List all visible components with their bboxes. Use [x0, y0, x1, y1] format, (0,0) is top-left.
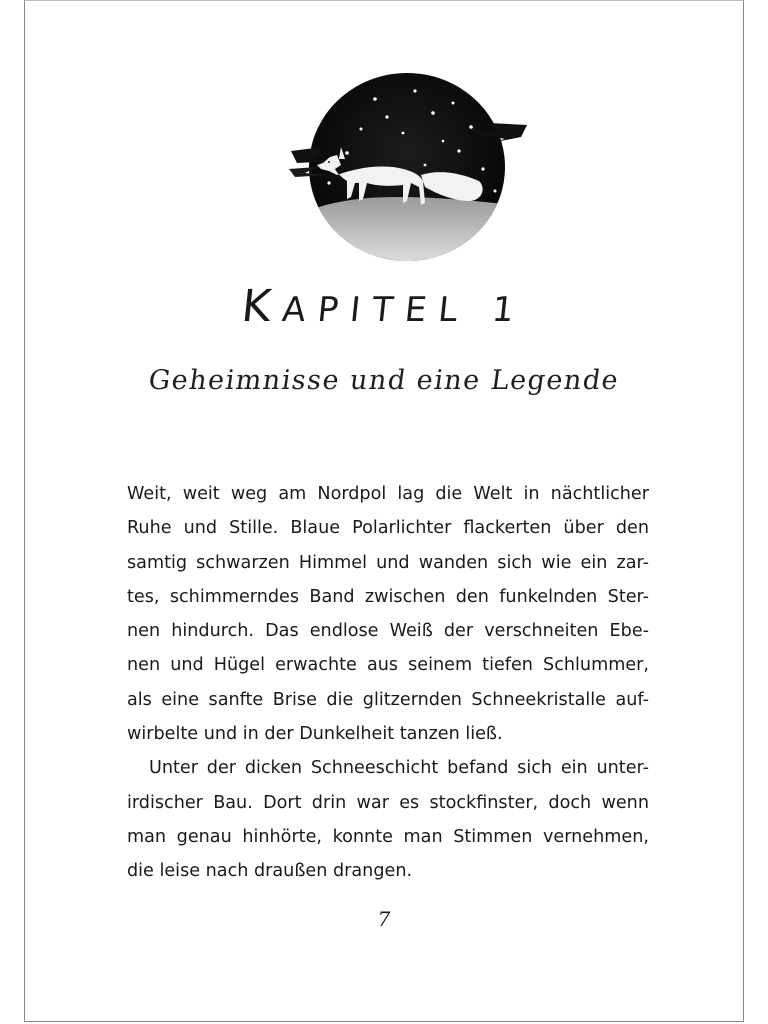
arctic-fox-night-illustration: [283, 73, 535, 269]
text-line: man genau hinhörte, konnte man Stimmen vernehmen,: [127, 826, 649, 847]
text-line: samtig schwarzen Himmel und wanden sich wie ein zar-: [127, 552, 649, 573]
text-line: als eine sanfte Brise die glitzernden Schneekristalle auf-: [127, 689, 649, 710]
text-line: die leise nach draußen drangen.: [127, 861, 413, 882]
text-line: nen und Hügel erwachte aus seinem tiefen Schlummer,: [127, 655, 649, 676]
text-line: Ruhe und Stille. Blaue Polarlichter flackerten über den: [127, 518, 649, 539]
text-line: wirbelte und in der Dunkelheit tanzen ließ.: [127, 724, 503, 745]
text-line: nen hindurch. Das endlose Weiß der verschneiten Ebe-: [127, 621, 649, 642]
text-line: Weit, weit weg am Nordpol lag die Welt in nächtlicher: [127, 484, 649, 504]
chapter-title: [22, 281, 745, 332]
snowy-ground: [303, 197, 513, 269]
chapter-title-rest: APITEL 1: [280, 290, 528, 330]
book-page: [24, 0, 744, 1022]
chapter-body-text: [127, 477, 649, 889]
chapter-title-initial: K: [239, 281, 286, 332]
text-line: tes, schimmerndes Band zwischen den funkelnden Ster-: [127, 586, 649, 607]
text-line: Unter der dicken Schneeschicht befand sich ein unter-: [149, 758, 649, 779]
text-line: irdischer Bau. Dort drin war es stockfinster, doch wenn: [127, 792, 649, 813]
chapter-subtitle: Geheimnisse und eine Legende: [146, 365, 622, 396]
page-number: 7: [377, 907, 391, 931]
